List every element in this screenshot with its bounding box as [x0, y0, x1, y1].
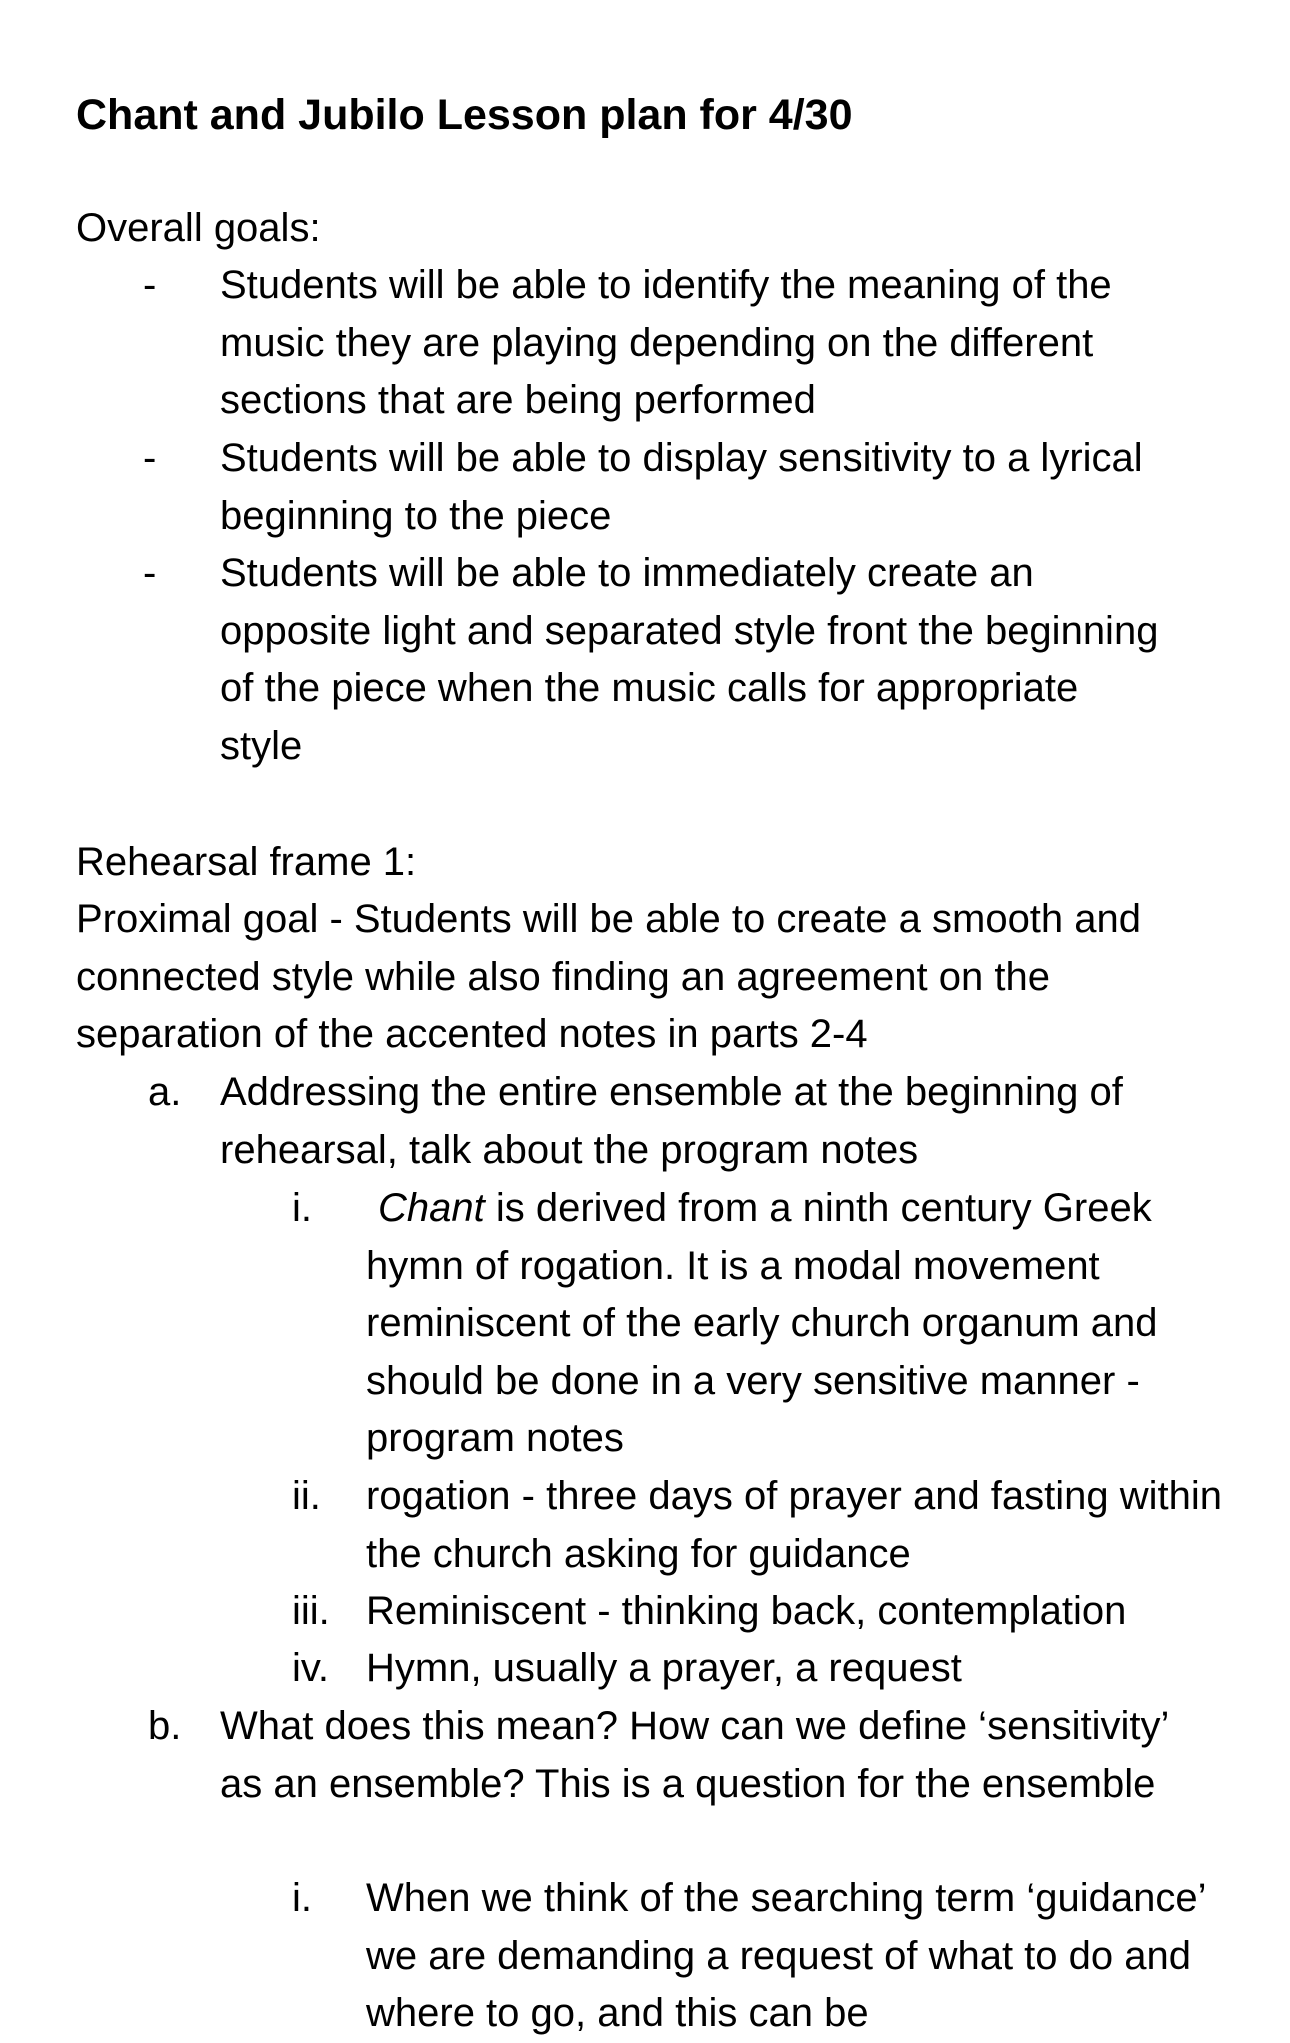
list-item-text: What does this mean? How can we define ‘sensitivity’ as an ensemble? This is a question for the ensemble [220, 1704, 1168, 1806]
list-bullet: - [143, 436, 157, 480]
proximal-goal: Proximal goal - Students will be able to create a smooth and connected style while also finding an agreement on the separation of the accented notes in parts 2-4 [76, 897, 1142, 1056]
overall-goals-heading: Overall goals: [76, 206, 321, 250]
list-item-text: Hymn, usually a prayer, a request [366, 1646, 962, 1690]
document-title: Chant and Jubilo Lesson plan for 4/30 [76, 91, 853, 139]
rehearsal-frame-heading: Rehearsal frame 1: [76, 840, 417, 884]
list-bullet: - [143, 551, 157, 595]
list-marker: i. [292, 1876, 312, 1920]
list-marker: iv. [292, 1646, 330, 1690]
list-item-text [366, 1180, 1246, 1468]
list-marker: iii. [292, 1589, 330, 1633]
list-item-body: is derived from a ninth century Greek hymn of rogation. It is a modal movement reminiscent of the early church organum and should be done in a very sensitive manner - program notes [366, 1186, 1158, 1460]
list-marker: a. [148, 1070, 182, 1114]
list-item-text: rogation - three days of prayer and fasting within the church asking for guidance [366, 1474, 1223, 1576]
list-bullet: - [143, 263, 157, 307]
list-item-text: Students will be able to immediately create an opposite light and separated style front the beginning of the piece when the music calls for appropriate style [220, 551, 1159, 768]
list-marker: i. [292, 1186, 312, 1230]
list-item-text: Students will be able to identify the meaning of the music they are playing depending on the different sections that are being performed [220, 263, 1112, 422]
list-item-text: Students will be able to display sensitivity to a lyrical beginning to the piece [220, 436, 1143, 538]
list-marker: b. [148, 1704, 182, 1748]
italic-term: Chant [378, 1186, 485, 1230]
list-item-text: When we think of the searching term ‘guidance’ we are demanding a request of what to do and where to go, and this can be [366, 1876, 1205, 2035]
list-marker: ii. [292, 1474, 321, 1518]
list-item-text: Reminiscent - thinking back, contemplation [366, 1589, 1127, 1633]
list-item-text: Addressing the entire ensemble at the beginning of rehearsal, talk about the program notes [220, 1070, 1123, 1172]
